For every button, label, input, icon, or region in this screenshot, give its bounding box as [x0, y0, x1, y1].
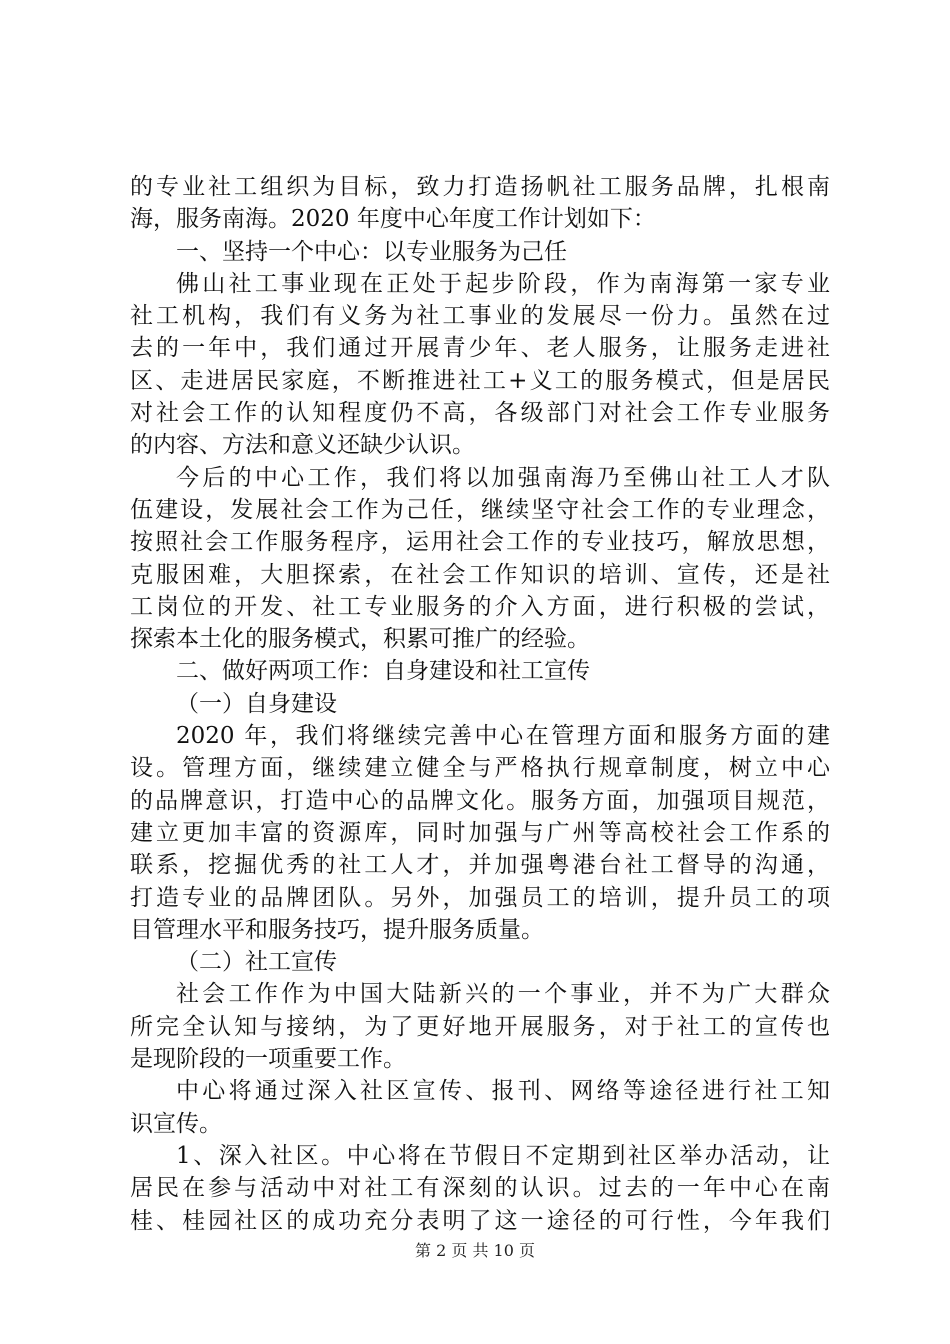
text-line: 二、做好两项工作：自身建设和社工宣传 — [176, 658, 590, 685]
text-line: 2020 年，我们将继续完善中心在管理方面和服务方面的建 — [176, 723, 830, 750]
text-line: 伍建设，发展社会工作为己任，继续坚守社会工作的专业理念， — [130, 496, 830, 523]
text-line: 识宣传。 — [130, 1110, 222, 1137]
text-line: 区、走进居民家庭，不断推进社工+义工的服务模式，但是居民 — [130, 367, 830, 394]
text-line: 居民在参与活动中对社工有深刻的认识。过去的一年中心在南 — [130, 1175, 830, 1202]
text-line: 今后的中心工作，我们将以加强南海乃至佛山社工人才队 — [176, 464, 830, 491]
text-line: 海，服务南海。2020 年度中心年度工作计划如下： — [130, 206, 656, 233]
text-line: 1、深入社区。中心将在节假日不定期到社区举办活动，让 — [176, 1142, 830, 1169]
text-line: 联系，挖掘优秀的社工人才，并加强粤港台社工督导的沟通， — [130, 852, 830, 879]
text-line: （二）社工宣传 — [176, 949, 337, 976]
text-line: 的内容、方法和意义还缺少认识。 — [130, 432, 475, 459]
text-line: 探索本土化的服务模式，积累可推广的经验。 — [130, 626, 590, 653]
text-line: 所完全认知与接纳，为了更好地开展服务，对于社工的宣传也 — [130, 1013, 830, 1040]
text-line: 的品牌意识，打造中心的品牌文化。服务方面，加强项目规范， — [130, 787, 830, 814]
text-line: 克服困难，大胆探索，在社会工作知识的培训、宣传，还是社 — [130, 561, 830, 588]
text-line: 对社会工作的认知程度仍不高，各级部门对社会工作专业服务 — [130, 400, 830, 427]
page-footer: 第 2 页 共 10 页 — [415, 1241, 535, 1260]
text-line: 按照社会工作服务程序，运用社会工作的专业技巧，解放思想， — [130, 529, 830, 556]
text-line: 中心将通过深入社区宣传、报刊、网络等途径进行社工知 — [176, 1078, 830, 1105]
text-line: 打造专业的品牌团队。另外，加强员工的培训，提升员工的项 — [130, 884, 830, 911]
text-line: 一、坚持一个中心：以专业服务为己任 — [176, 238, 567, 265]
text-line: 工岗位的开发、社工专业服务的介入方面，进行积极的尝试， — [130, 593, 830, 620]
text-line: 社工机构，我们有义务为社工事业的发展尽一份力。虽然在过 — [130, 303, 830, 330]
text-line: 建立更加丰富的资源库，同时加强与广州等高校社会工作系的 — [130, 819, 830, 846]
text-line: 佛山社工事业现在正处于起步阶段，作为南海第一家专业 — [176, 270, 830, 297]
text-line: 去的一年中，我们通过开展青少年、老人服务，让服务走进社 — [130, 335, 830, 362]
text-line: 设。管理方面，继续建立健全与严格执行规章制度，树立中心 — [130, 755, 830, 782]
document-body — [130, 171, 830, 1237]
text-line: 社会工作作为中国大陆新兴的一个事业，并不为广大群众 — [176, 981, 830, 1008]
text-line: 桂、桂园社区的成功充分表明了这一途径的可行性，今年我们 — [130, 1207, 830, 1234]
text-line: 目管理水平和服务技巧，提升服务质量。 — [130, 916, 544, 943]
text-line: 是现阶段的一项重要工作。 — [130, 1046, 406, 1073]
text-line: （一）自身建设 — [176, 690, 337, 717]
text-line: 的专业社工组织为目标，致力打造扬帆社工服务品牌，扎根南 — [130, 174, 830, 200]
